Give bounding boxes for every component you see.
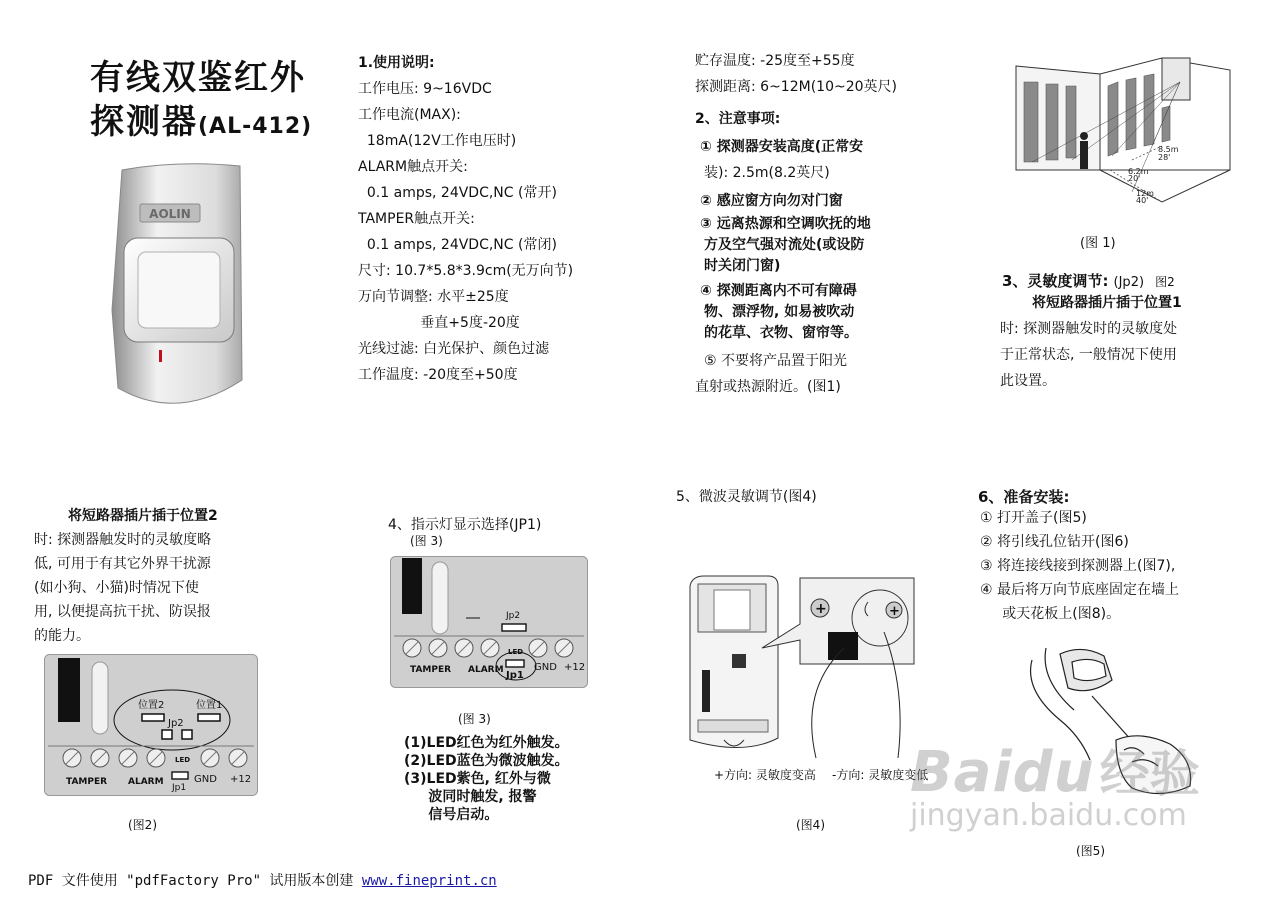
usage-line: 0.1 amps, 24VDC,NC (常开)	[358, 185, 557, 201]
svg-text:TAMPER: TAMPER	[410, 665, 452, 675]
svg-text:28': 28'	[1158, 153, 1171, 162]
figure-3-caption: (图 3)	[458, 712, 491, 726]
title-line-2	[90, 100, 312, 149]
product-illustration	[108, 160, 248, 412]
person-figure	[1080, 132, 1088, 169]
figure-5-caption: (图5)	[1076, 844, 1105, 858]
led-indicator	[159, 350, 162, 362]
title-model: (AL-412)	[198, 114, 313, 139]
sensitivity-line: 时: 探测器触发时的灵敏度处	[1000, 321, 1178, 337]
install-steps	[980, 506, 1179, 626]
svg-text:12m: 12m	[1136, 189, 1154, 198]
led-color-list	[404, 734, 569, 824]
svg-text:20': 20'	[1128, 174, 1141, 183]
svg-text:+12: +12	[230, 774, 252, 785]
svg-text:Jp1: Jp1	[172, 783, 187, 793]
spec-line: 探测距离: 6~12M(10~20英尺)	[695, 79, 897, 95]
led-select-heading: 4、指示灯显示选择(JP1)	[388, 517, 542, 533]
svg-text:+: +	[889, 604, 900, 619]
document-title	[90, 56, 312, 149]
svg-text:位置1: 位置1	[196, 700, 223, 711]
microwave-plus-direction: +方向: 灵敏度变高	[714, 768, 816, 782]
note-line: 装): 2.5m(8.2英尺)	[704, 165, 830, 181]
specs-continued	[695, 48, 897, 100]
note-line: ⑤ 不要将产品置于阳光	[704, 353, 848, 369]
usage-line: 万向节调整: 水平±25度	[358, 289, 509, 305]
pos2-line: 用, 以便提高抗干扰、防误报	[34, 604, 211, 620]
title-line-1: 有线双鉴红外	[90, 58, 306, 98]
install-step: 或天花板上(图8)。	[980, 606, 1121, 622]
install-step: ④ 最后将万向节底座固定在墙上	[980, 582, 1180, 598]
note-line: 直射或热源附近。(图1)	[695, 379, 841, 395]
usage-line: 光线过滤: 白光保护、颜色过滤	[358, 341, 550, 357]
usage-line: 尺寸: 10.7*5.8*3.9cm(无万向节)	[358, 263, 574, 279]
usage-line: ALARM触点开关:	[358, 159, 468, 175]
svg-text:+12: +12	[564, 662, 586, 673]
notes-list	[695, 134, 871, 400]
pos2-line: 时: 探测器触发时的灵敏度略	[34, 532, 212, 548]
figure-4-caption: (图4)	[796, 818, 825, 832]
note-line: ③ 远离热源和空调吹抚的地	[700, 216, 871, 232]
brand-logo	[140, 204, 200, 222]
baidu-watermark	[910, 734, 1200, 833]
svg-text:ALARM: ALARM	[468, 665, 504, 675]
svg-text:TAMPER: TAMPER	[66, 777, 108, 787]
svg-text:Jp1: Jp1	[506, 670, 524, 681]
figure-3-board	[390, 556, 588, 688]
led-line: (3)LED紫色, 红外与微	[404, 771, 551, 787]
title-product-name: 探测器	[90, 102, 198, 142]
svg-text:Jp2: Jp2	[506, 611, 521, 621]
install-step: ② 将引线孔位钻开(图6)	[980, 534, 1129, 550]
svg-text:40': 40'	[1136, 196, 1149, 205]
figure-4-microwave-adjust	[684, 570, 924, 762]
sensitivity-pos1-text	[1000, 290, 1182, 394]
svg-text:GND: GND	[534, 662, 557, 673]
svg-text:8.5m: 8.5m	[1158, 145, 1179, 154]
install-step: ③ 将连接线接到探测器上(图7),	[980, 558, 1176, 574]
sensitivity-jp: (Jp2)	[1113, 275, 1145, 290]
note-line: 的花草、衣物、窗帘等。	[704, 325, 858, 341]
note-line: ② 感应窗方向勿对门窗	[700, 193, 843, 209]
install-heading: 6、准备安装:	[978, 488, 1070, 506]
footer	[28, 870, 497, 890]
figure-1-caption: (图 1)	[1080, 236, 1116, 251]
figure-2-board	[44, 654, 258, 796]
note-line: 时关闭门窗)	[704, 258, 781, 274]
svg-text:LED: LED	[175, 756, 191, 764]
pos2-line: 低, 可用于有其它外界干扰源	[34, 556, 211, 572]
microwave-heading: 5、微波灵敏调节(图4)	[676, 489, 817, 505]
sensitivity-line: 于正常状态, 一般情况下使用	[1000, 347, 1177, 363]
usage-spec-list	[358, 76, 573, 388]
led-line: 波同时触发, 报警	[404, 789, 537, 805]
note-line: ① 探测器安装高度(正常安	[700, 139, 864, 155]
svg-text:Jp2: Jp2	[168, 718, 184, 729]
footer-link[interactable]: www.fineprint.cn	[361, 873, 497, 889]
svg-text:AOLIN: AOLIN	[149, 207, 191, 221]
usage-line: TAMPER触点开关:	[358, 211, 475, 227]
usage-line: 0.1 amps, 24VDC,NC (常闭)	[358, 237, 557, 253]
usage-line: 18mA(12V工作电压时)	[358, 133, 517, 149]
pos2-line: 将短路器插片插于位置2	[68, 508, 218, 524]
svg-text:+: +	[815, 601, 827, 617]
sensitivity-fig-ref: 图2	[1155, 275, 1175, 289]
figure-2-caption: (图2)	[128, 818, 157, 832]
watermark-url: jingyan.baidu.com	[910, 798, 1187, 833]
spec-line: 贮存温度: -25度至+55度	[695, 53, 855, 69]
led-line: (2)LED蓝色为微波触发。	[404, 753, 569, 769]
svg-text:ALARM: ALARM	[128, 777, 164, 787]
sensitivity-heading-row	[1002, 270, 1175, 291]
usage-line: 工作温度: -20度至+50度	[358, 367, 518, 383]
usage-line: 工作电压: 9~16VDC	[358, 81, 492, 97]
sensitivity-line: 此设置。	[1000, 373, 1056, 389]
watermark-brand: Baidu	[910, 740, 1095, 805]
led-line: 信号启动。	[404, 807, 499, 823]
sensitivity-line: 将短路器插片插于位置1	[1032, 295, 1182, 311]
sensitivity-pos2-text	[34, 504, 218, 648]
note-line: 方及空气强对流处(或设防	[704, 237, 865, 253]
svg-text:6.2m: 6.2m	[1128, 167, 1149, 176]
watermark-brand-cn: 经验	[1099, 745, 1200, 803]
usage-heading: 1.使用说明:	[358, 55, 435, 71]
install-step: ① 打开盖子(图5)	[980, 510, 1087, 526]
led-select-fig-ref: (图 3)	[410, 534, 443, 548]
sensitivity-heading: 3、灵敏度调节:	[1002, 272, 1109, 290]
note-line: 物、漂浮物, 如易被吹动	[704, 304, 855, 320]
microwave-minus-direction: -方向: 灵敏度变低	[832, 768, 929, 782]
usage-line: 工作电流(MAX):	[358, 107, 461, 123]
footer-text: PDF 文件使用 "pdfFactory Pro" 试用版本创建	[28, 873, 354, 889]
notes-heading: 2、注意事项:	[695, 111, 781, 127]
pos2-line: (如小狗、小猫)时情况下使	[34, 580, 199, 596]
pos2-line: 的能力。	[34, 628, 90, 644]
svg-text:LED: LED	[508, 648, 524, 656]
figure-1-coverage-diagram	[1012, 52, 1234, 212]
note-line: ④ 探测距离内不可有障碍	[700, 283, 857, 299]
svg-text:位置2: 位置2	[138, 700, 165, 711]
svg-text:GND: GND	[194, 774, 217, 785]
usage-line: 垂直+5度-20度	[358, 315, 520, 331]
led-line: (1)LED红色为红外触发。	[404, 735, 569, 751]
